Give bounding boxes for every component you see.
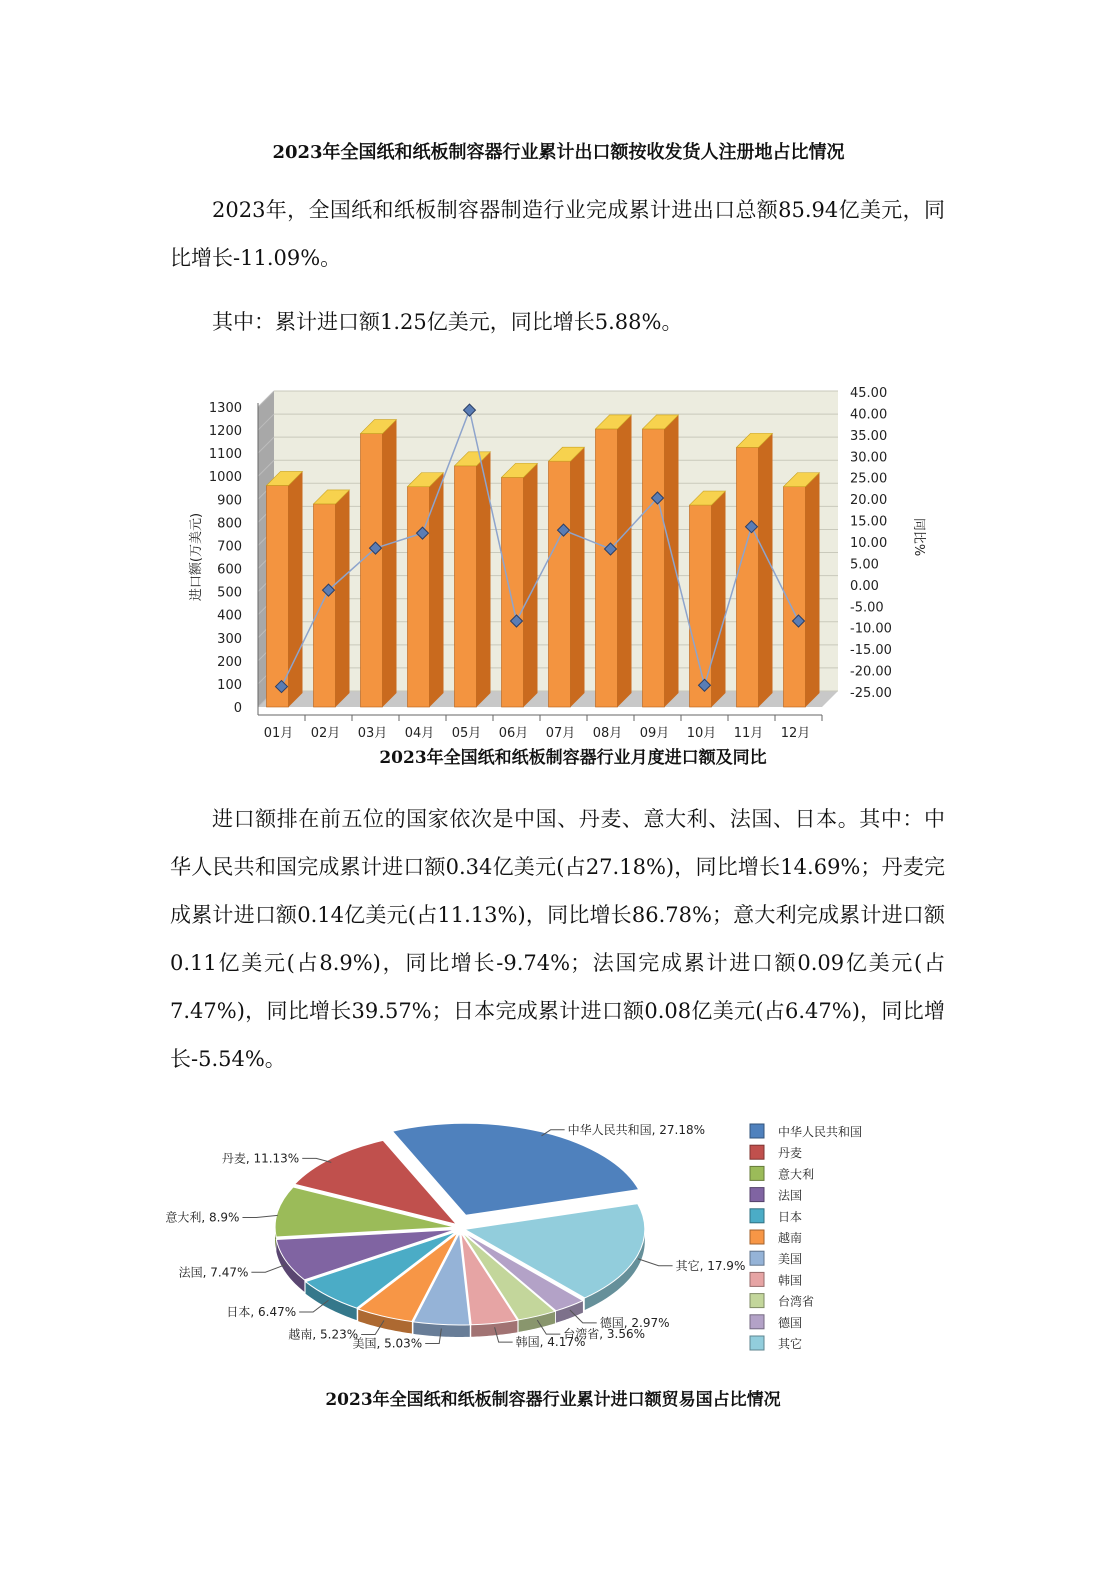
y2-tick-label: 15.00 [850,514,888,530]
x-tick-label: 09月 [639,726,670,741]
y-tick-label: 300 [217,631,242,647]
pie-slice-label: 意大利, 8.9% [165,1210,240,1225]
legend-swatch [750,1145,764,1159]
y2-tick-label: 25.00 [850,471,888,487]
legend-label: 日本 [778,1209,803,1224]
bar [596,429,618,707]
monthly-import-chart [170,386,950,775]
y2-tick-label: -25.00 [850,686,892,701]
y2-tick-label: 45.00 [850,386,888,401]
legend-label: 中华人民共和国 [778,1125,863,1139]
bar-side [759,433,773,707]
y2-tick-label: -5.00 [850,600,884,616]
legend-label: 越南 [778,1231,803,1245]
legend-label: 其它 [778,1337,803,1351]
x-tick-label: 11月 [733,726,764,741]
pie-slice-label: 丹麦, 11.13% [221,1151,300,1166]
bar [549,461,571,707]
x-tick-label: 08月 [592,726,623,741]
pie-slice-label: 台湾省, 3.56% [563,1327,646,1342]
bar [737,447,759,707]
x-tick-label: 06月 [498,726,529,741]
bar [267,485,289,707]
pie-slice-label: 德国, 2.97% [599,1315,670,1330]
y2-tick-label: 0.00 [850,578,879,594]
y-tick-label: 500 [217,585,242,601]
bar [690,505,712,707]
summary-paragraph: 2023年，全国纸和纸板制容器制造行业完成累计进出口总额85.94亿美元，同比增长-11.09%。 [170,198,945,270]
bar [643,429,665,707]
y-tick-label: 1000 [208,470,242,486]
x-tick-label: 02月 [310,726,341,741]
legend-label: 韩国 [778,1273,803,1288]
y-tick-label: 700 [217,539,242,555]
y2-tick-label: 20.00 [850,493,888,509]
y-tick-label: 200 [217,654,242,670]
pie-leader-line [638,1259,673,1266]
pie-slice-label: 越南, 5.23% [288,1327,359,1342]
import-country-pie-chart [165,1110,950,1420]
legend-swatch [750,1272,764,1286]
y-tick-label: 1300 [208,401,242,416]
pie-slice-label: 韩国, 4.17% [515,1335,586,1350]
x-tick-label: 04月 [404,726,435,741]
bar-side [477,452,491,707]
pie-leader-line [242,1215,277,1217]
legend-label: 美国 [778,1252,803,1267]
bar-side [712,491,726,707]
chart-title: 2023年全国纸和纸板制容器行业月度进口额及同比 [379,748,767,768]
legend-swatch [750,1209,764,1223]
y-tick-label: 1200 [208,424,242,440]
y2-tick-label: 5.00 [850,557,879,573]
bar-side [289,471,303,707]
y2-tick-label: 30.00 [850,450,888,466]
legend-swatch [750,1315,764,1329]
x-tick-label: 10月 [686,726,717,741]
y-tick-label: 600 [217,562,242,578]
import-paragraph: 其中：累计进口额1.25亿美元，同比增长5.88%。 [212,310,683,334]
pie-slice-label: 中华人民共和国, 27.18% [567,1122,706,1137]
y-tick-label: 400 [217,608,242,624]
bar [361,434,383,707]
y-tick-label: 900 [217,493,242,509]
legend-swatch [750,1251,764,1265]
x-tick-label: 05月 [451,726,482,741]
y2-tick-label: -20.00 [850,664,892,680]
legend-swatch [750,1166,764,1180]
bar-side [806,473,820,707]
y-tick-label: 0 [233,701,242,716]
legend-label: 丹麦 [778,1146,803,1161]
bar-side [383,420,397,707]
pie-slice-label: 美国, 5.03% [352,1336,423,1351]
chart-title: 2023年全国纸和纸板制容器行业累计进口额贸易国占比情况 [325,1390,781,1410]
bar-side [336,490,350,707]
y-tick-label: 800 [217,516,242,532]
x-tick-label: 12月 [780,726,811,741]
bar [455,466,477,707]
legend-label: 法国 [778,1188,803,1203]
y-tick-label: 1100 [208,447,242,463]
legend-swatch [750,1230,764,1244]
top-countries-paragraph: 进口额排在前五位的国家依次是中国、丹麦、意大利、法国、日本。其中：中华人民共和国完成累计进口额0.34亿美元(占27.18%)，同比增长14.69%；丹麦完成累计进口额0.14亿美元(占11.13%)，同比增长86.78%；意大利完成累计进口额0.11亿美元(占8.9%)，同比增长-9.74%；法国完成累计进口额0.09亿美元(占7.47%)，同比增长39.57%；日本完成累计进口额0.08亿美元(占6.47%)，同比增长-5.54%。 [170,807,945,1071]
bar [502,477,524,707]
y2-tick-label: -15.00 [850,643,892,659]
y2-tick-label: -10.00 [850,621,892,637]
y2-tick-label: 40.00 [850,407,888,423]
pie-leader-line [251,1265,285,1273]
bar-side [571,447,585,707]
pie-slice-label: 其它, 17.9% [675,1258,746,1273]
legend-label: 德国 [778,1315,803,1330]
legend-swatch [750,1336,764,1350]
bar [408,487,430,707]
pie-slice-label: 日本, 6.47% [226,1304,297,1319]
page-title: 2023年全国纸和纸板制容器行业累计出口额按收发货人注册地占比情况 [272,142,845,163]
y2-tick-label: 10.00 [850,536,888,551]
legend-label: 意大利 [778,1167,815,1182]
x-tick-label: 07月 [545,726,576,741]
legend-label: 台湾省 [778,1294,815,1309]
y-tick-label: 100 [217,677,242,693]
y-axis-title: 进口额(万美元) [189,512,204,602]
y2-axis-title: 同比% [911,517,926,557]
legend-swatch [750,1294,764,1308]
bar-side [665,415,679,707]
legend-swatch [750,1124,764,1138]
x-tick-label: 01月 [263,726,294,741]
legend-swatch [750,1188,764,1202]
pie-slice-label: 法国, 7.47% [178,1265,249,1280]
y2-tick-label: 35.00 [850,428,888,444]
bar-side [618,415,632,707]
bar [314,504,336,707]
x-tick-label: 03月 [357,726,388,741]
